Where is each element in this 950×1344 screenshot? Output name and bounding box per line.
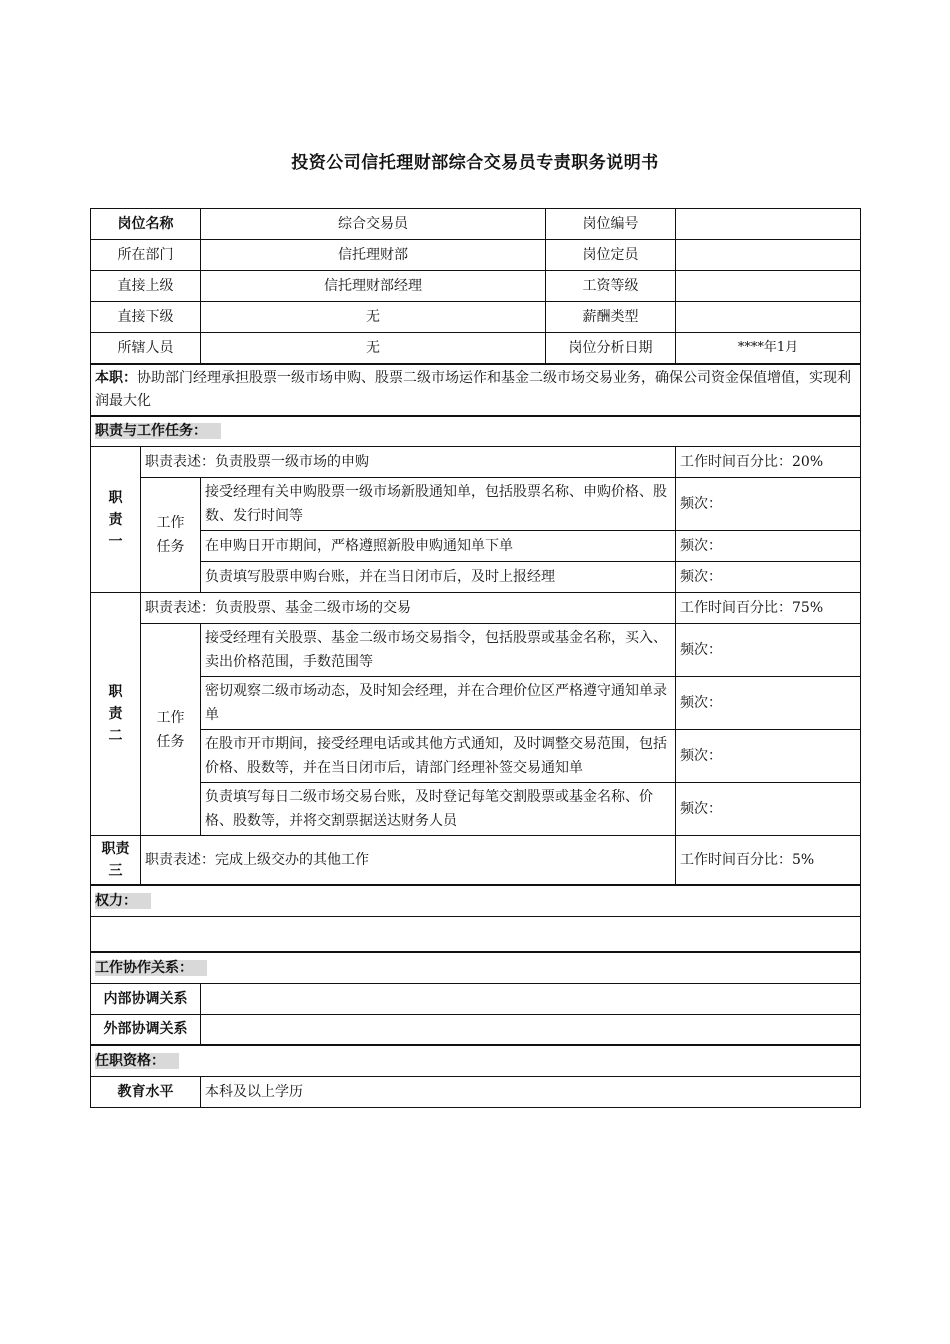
cooperation-header-row	[91, 952, 861, 983]
internal-coop-label: 内部协调关系	[91, 983, 201, 1014]
duty1-task-text: 接受经理有关申购股票一级市场新股通知单，包括股票名称、申购价格、股数、发行时间等	[201, 478, 676, 531]
duty3-desc: 职责表述：完成上级交办的其他工作	[141, 836, 676, 886]
duty3-label	[91, 836, 141, 886]
cooperation-header-text: 工作协作关系：	[95, 960, 207, 976]
duty1-pct: 工作时间百分比：20%	[676, 447, 861, 478]
duty2-desc: 职责表述：负责股票、基金二级市场的交易	[141, 593, 676, 624]
value-staff: 无	[201, 333, 546, 364]
duty1-task-freq: 频次：	[676, 562, 861, 593]
duty2-task-text: 负责填写每日二级市场交易台账，及时登记每笔交割股票或基金名称、价格、股数等，并将交割票据送达财务人员	[201, 783, 676, 836]
duty2-desc-row	[91, 593, 861, 624]
qualification-header-text: 任职资格：	[95, 1053, 179, 1069]
duty1-label-char: 责	[108, 511, 123, 528]
duty1-task-label	[141, 478, 201, 593]
internal-coop-row	[91, 983, 861, 1014]
document-title: 投资公司信托理财部综合交易员专责职务说明书	[291, 153, 659, 173]
internal-coop-value	[201, 983, 861, 1014]
duty2-task-row	[91, 730, 861, 783]
duty2-task-row	[91, 677, 861, 730]
duties-header-row	[91, 416, 861, 447]
value-position-number	[676, 209, 861, 240]
benzhi-row	[91, 364, 861, 416]
duty1-task-text: 负责填写股票申购台账，并在当日闭市后，及时上报经理	[201, 562, 676, 593]
authority-header-row	[91, 885, 861, 916]
duty1-label-char: 职	[108, 489, 123, 506]
duty3-row	[91, 836, 861, 886]
duty1-label	[91, 447, 141, 593]
label-direct-subordinate: 直接下级	[91, 302, 201, 333]
duty2-task-freq: 频次：	[676, 730, 861, 783]
basic-row-3	[91, 271, 861, 302]
cooperation-header	[91, 952, 861, 983]
duty2-task-label-line: 任务	[156, 733, 185, 750]
label-headcount: 岗位定员	[546, 240, 676, 271]
basic-row-2	[91, 240, 861, 271]
external-coop-label: 外部协调关系	[91, 1014, 201, 1045]
value-department: 信托理财部	[201, 240, 546, 271]
benzhi-label: 本职：	[95, 369, 137, 386]
label-staff: 所辖人员	[91, 333, 201, 364]
label-salary-grade: 工资等级	[546, 271, 676, 302]
duty2-label-char: 职	[108, 684, 123, 700]
job-description-table	[90, 208, 861, 1108]
duty1-label-char: 一	[108, 533, 123, 550]
education-label: 教育水平	[91, 1076, 201, 1107]
duty2-task-label	[141, 624, 201, 836]
duties-header-text: 职责与工作任务：	[95, 423, 221, 439]
duty2-task-text: 密切观察二级市场动态，及时知会经理，并在合理价位区严格遵守通知单录单	[201, 677, 676, 730]
duty1-task-row	[91, 531, 861, 562]
value-salary-type	[676, 302, 861, 333]
education-value: 本科及以上学历	[201, 1076, 861, 1107]
duty2-pct: 工作时间百分比：75%	[676, 593, 861, 624]
basic-row-5	[91, 333, 861, 364]
value-headcount	[676, 240, 861, 271]
duty3-pct: 工作时间百分比：5%	[676, 836, 861, 886]
duty3-label-line: 三	[108, 863, 123, 879]
label-salary-type: 薪酬类型	[546, 302, 676, 333]
value-analysis-date: ****年1月	[676, 333, 861, 364]
label-analysis-date: 岗位分析日期	[546, 333, 676, 364]
benzhi-text: 协助部门经理承担股票一级市场申购、股票二级市场运作和基金二级市场交易业务，确保公司资金保值增值，实现利润最大化	[95, 369, 851, 409]
qualification-header-row	[91, 1045, 861, 1076]
duty2-task-row	[91, 783, 861, 836]
qualification-header	[91, 1045, 861, 1076]
duty1-task-label-line: 工作	[156, 515, 185, 531]
duty2-task-text: 接受经理有关股票、基金二级市场交易指令，包括股票或基金名称，买入、卖出价格范围，手数范围等	[201, 624, 676, 677]
duty1-task-label-line: 任务	[156, 539, 185, 555]
duty2-task-row	[91, 624, 861, 677]
duty3-label-line: 职责	[101, 841, 130, 857]
authority-header-text: 权力：	[95, 893, 151, 909]
duty1-task-row	[91, 562, 861, 593]
duty1-task-freq: 频次：	[676, 478, 861, 531]
basic-row-1	[91, 209, 861, 240]
label-position-number: 岗位编号	[546, 209, 676, 240]
duty2-label	[91, 593, 141, 836]
authority-header	[91, 885, 861, 916]
duty2-task-freq: 频次：	[676, 783, 861, 836]
duty2-label-char: 二	[108, 728, 123, 744]
value-salary-grade	[676, 271, 861, 302]
authority-content	[91, 916, 861, 952]
label-direct-superior: 直接上级	[91, 271, 201, 302]
duty1-task-freq: 频次：	[676, 531, 861, 562]
duty1-desc-row	[91, 447, 861, 478]
external-coop-value	[201, 1014, 861, 1045]
value-direct-subordinate: 无	[201, 302, 546, 333]
external-coop-row	[91, 1014, 861, 1045]
duty1-task-row	[91, 478, 861, 531]
duty2-task-freq: 频次：	[676, 624, 861, 677]
basic-row-4	[91, 302, 861, 333]
duty2-task-freq: 频次：	[676, 677, 861, 730]
duty1-desc: 职责表述：负责股票一级市场的申购	[141, 447, 676, 478]
duty1-task-text: 在申购日开市期间，严格遵照新股申购通知单下单	[201, 531, 676, 562]
duty2-task-label-line: 工作	[156, 709, 185, 726]
benzhi-cell	[91, 364, 861, 416]
duties-header	[91, 416, 861, 447]
value-direct-superior: 信托理财部经理	[201, 271, 546, 302]
duty2-label-char: 责	[108, 706, 123, 722]
label-position-name: 岗位名称	[91, 209, 201, 240]
duty2-task-text: 在股市开市期间，接受经理电话或其他方式通知，及时调整交易范围，包括价格、股数等，并在当日闭市后，请部门经理补签交易通知单	[201, 730, 676, 783]
label-department: 所在部门	[91, 240, 201, 271]
value-position-name: 综合交易员	[201, 209, 546, 240]
education-row	[91, 1076, 861, 1107]
authority-content-row	[91, 916, 861, 952]
